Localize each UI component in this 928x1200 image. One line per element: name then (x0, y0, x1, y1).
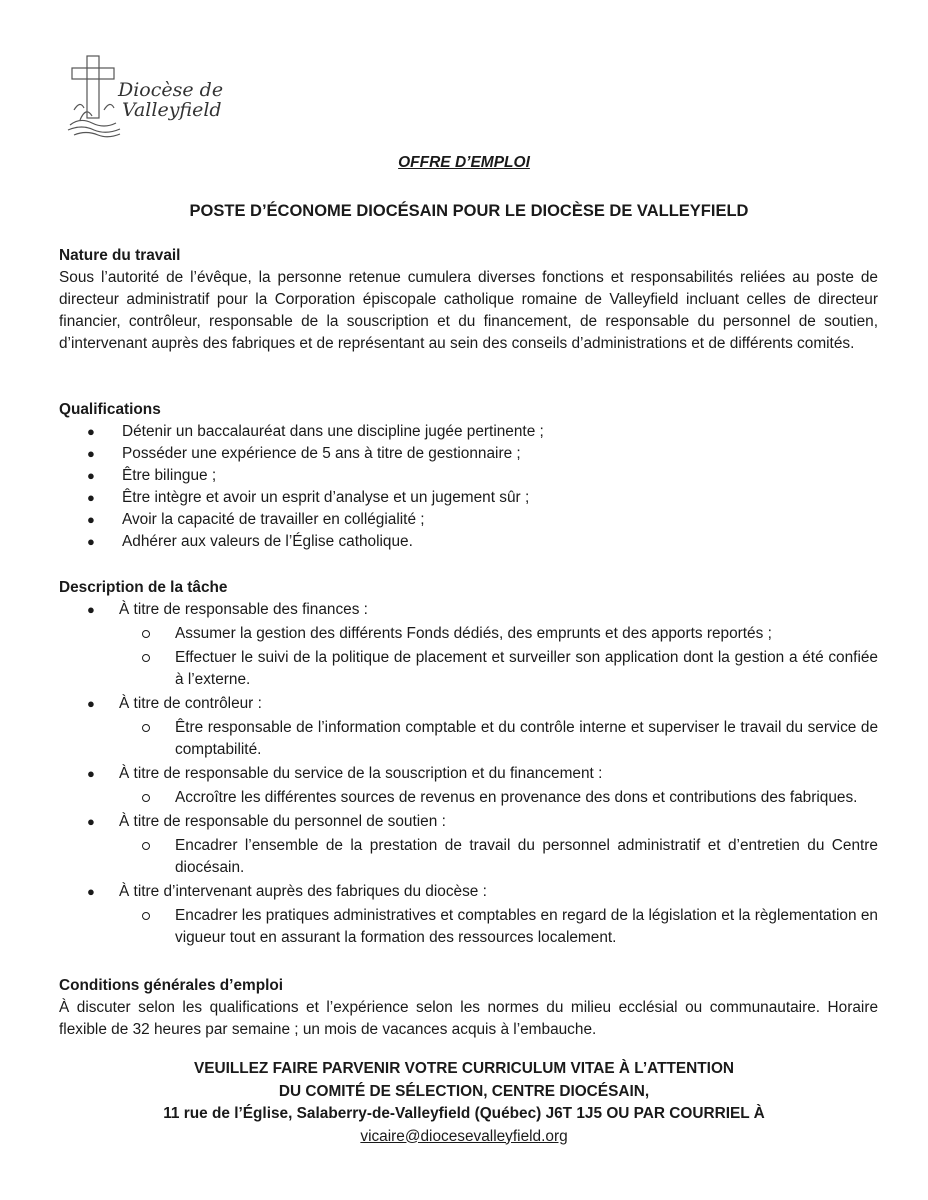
bullet-icon: ● (87, 766, 95, 781)
bullet-icon: ● (87, 696, 95, 711)
subtask-item: Être responsable de l’information comptable et du contrôle interne et superviser le travail du service de comptabilité. (59, 717, 878, 761)
footer-line-1: VEUILLEZ FAIRE PARVENIR VOTRE CURRICULUM VITAE À L’ATTENTION (193, 1060, 735, 1077)
task-item: ● À titre d’intervenant auprès des fabriques du diocèse : (59, 881, 878, 903)
conditions-section (59, 975, 878, 1041)
bullet-icon: ● (87, 512, 95, 527)
logo-line-2: Valleyfield (122, 99, 222, 121)
conditions-text: À discuter selon les qualifications et l’expérience selon les normes du milieu ecclésial ou communautaire. Horaire flexible de 32 heures par semaine ; un mois de vacances acquis à l’embauche. (59, 999, 878, 1038)
bullet-icon: ● (87, 446, 95, 461)
list-item: ● Adhérer aux valeurs de l’Église catholique. (59, 531, 878, 553)
list-item: ● Posséder une expérience de 5 ans à titre de gestionnaire ; (59, 443, 878, 465)
offer-title: OFFRE D’EMPLOI (398, 154, 530, 171)
logo-text (118, 80, 223, 120)
qualifications-heading: Qualifications (59, 401, 161, 418)
subtask-item: Accroître les différentes sources de revenus en provenance des dons et contributions des fabriques. (59, 787, 878, 809)
logo-line-1: Diocèse de (118, 79, 224, 101)
position-title: POSTE D’ÉCONOME DIOCÉSAIN POUR LE DIOCÈSE DE VALLEYFIELD (189, 202, 749, 220)
circle-bullet-icon (142, 630, 150, 638)
conditions-heading: Conditions générales d’emploi (59, 977, 284, 994)
list-item: ● Être bilingue ; (59, 465, 878, 487)
nature-text: Sous l’autorité de l’évêque, la personne retenue cumulera diverses fonctions et responsabilités reliées au poste de directeur administratif pour la Corporation épiscopale catholique romaine de Valleyfield incluant celles de directeur financier, contrôleur, responsable de la souscription et du financement, de responsable du personnel de soutien, d’intervenant auprès des fabriques et de représentant au sein des conseils d’administrations et de différents comités. (59, 269, 878, 352)
circle-bullet-icon (142, 654, 150, 662)
subtask-item: Encadrer les pratiques administratives et comptables en regard de la législation et la règlementation en vigueur tout en assurant la formation des ressources localement. (59, 905, 878, 949)
bullet-icon: ● (87, 490, 95, 505)
list-item: ● Être intègre et avoir un esprit d’analyse et un jugement sûr ; (59, 487, 878, 509)
bullet-icon: ● (87, 424, 95, 439)
footer-line-3: 11 rue de l’Église, Salaberry-de-Valleyfield (Québec) J6T 1J5 OU PAR COURRIEL À (163, 1105, 765, 1122)
circle-bullet-icon (142, 842, 150, 850)
task-item: ● À titre de contrôleur : (59, 693, 878, 715)
description-heading: Description de la tâche (59, 579, 228, 596)
nature-section (59, 245, 878, 355)
list-item: ● Détenir un baccalauréat dans une discipline jugée pertinente ; (59, 421, 878, 443)
circle-bullet-icon (142, 794, 150, 802)
email-link[interactable]: vicaire@diocesevalleyfield.org (360, 1127, 568, 1145)
circle-bullet-icon (142, 724, 150, 732)
task-item: ● À titre de responsable des finances : (59, 599, 878, 621)
circle-bullet-icon (142, 912, 150, 920)
bullet-icon: ● (87, 534, 95, 549)
bullet-icon: ● (87, 814, 95, 829)
task-item: ● À titre de responsable du personnel de soutien : (59, 811, 878, 833)
qualifications-list (59, 421, 878, 553)
qualifications-section (59, 399, 878, 553)
list-item: ● Avoir la capacité de travailler en collégialité ; (59, 509, 878, 531)
application-instructions (0, 1058, 928, 1148)
subtask-item: Assumer la gestion des différents Fonds dédiés, des emprunts et des apports reportés ; (59, 623, 878, 645)
bullet-icon: ● (87, 602, 95, 617)
description-section (59, 577, 878, 949)
subtask-item: Encadrer l’ensemble de la prestation de travail du personnel administratif et d’entretien du Centre diocésain. (59, 835, 878, 879)
nature-heading: Nature du travail (59, 247, 181, 264)
footer-line-2: DU COMITÉ DE SÉLECTION, CENTRE DIOCÉSAIN, (278, 1082, 650, 1100)
bullet-icon: ● (87, 884, 95, 899)
diocese-logo (60, 50, 260, 140)
subtask-item: Effectuer le suivi de la politique de placement et surveiller son application dont la gestion a été confiée à l’externe. (59, 647, 878, 691)
bullet-icon: ● (87, 468, 95, 483)
task-item: ● À titre de responsable du service de la souscription et du financement : (59, 763, 878, 785)
